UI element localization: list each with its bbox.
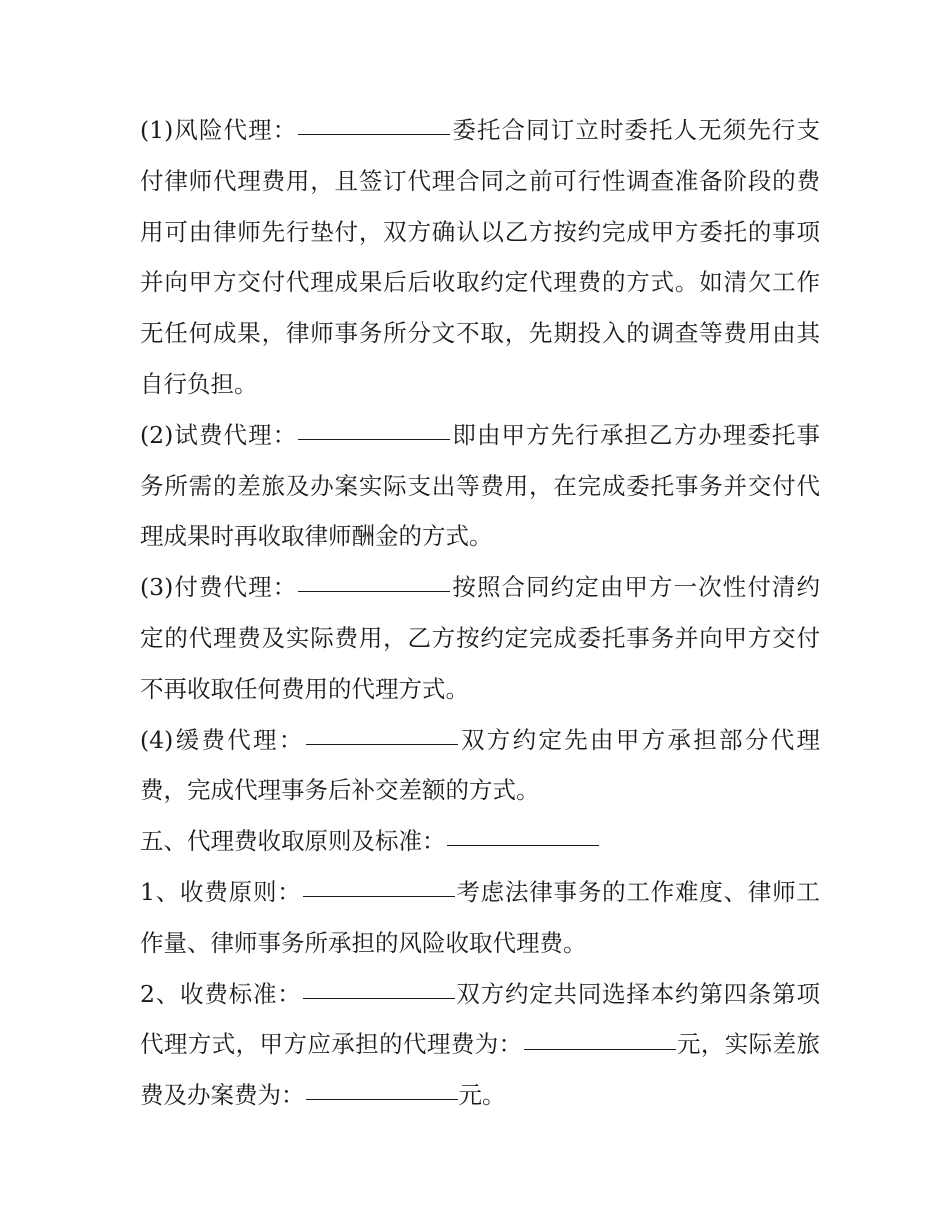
fee-standard-text: 双方约定共同选择本约第四条第项代理方式，甲方应承担的代理费为： [140,979,821,1059]
fee-standard-text-2: 元，实际差旅费及办案费为： [140,1030,821,1110]
risk-agency-text: 委托合同订立时委托人无须先行支付律师代理费用，且签订代理合同之前可行性调查准备阶段的费用可由律师先行垫付，双方确认以乙方按约完成甲方委托的事项并向甲方交付代理成果后后收取约定代理费的方式。如清欠工作无任何成果，律师事务所分文不取，先期投入的调查等费用由其自行负担。 [140,116,820,398]
fee-principle-label: 1、收费原则： [140,877,302,906]
deferred-fee-agency-label: (4)缓费代理： [140,725,305,754]
paragraph-fee-standard [140,969,820,1121]
paragraph-fee-principle [140,867,820,969]
paragraph-trial-fee-agency [140,410,820,562]
fill-in-blank [298,438,450,440]
fill-in-blank [303,895,455,897]
expense-fee-blank [306,1098,458,1100]
fill-in-blank [306,743,458,745]
paid-agency-label: (3)付费代理： [140,573,298,602]
fee-standard-text-3: 元。 [458,1081,506,1110]
section-five-heading [140,816,820,867]
deferred-fee-agency-text: 双方约定先由甲方承担部分代理费，完成代理事务后补交差额的方式。 [140,725,820,805]
trial-fee-agency-text: 即由甲方先行承担乙方办理委托事务所需的差旅及办案实际支出等费用，在完成委托事务并交付代理成果时再收取律师酬金的方式。 [140,420,820,551]
section-five-label: 五、代理费收取原则及标准： [140,827,446,856]
fee-standard-label: 2、收费标准： [140,979,302,1008]
fee-principle-text: 考虑法律事务的工作难度、律师工作量、律师事务所承担的风险收取代理费。 [140,877,821,957]
fill-in-blank [303,997,455,999]
paragraph-risk-agency [140,105,820,410]
fill-in-blank [298,133,450,135]
paid-agency-text: 按照合同约定由甲方一次性付清约定的代理费及实际费用，乙方按约定完成委托事务并向甲方交付不再收取任何费用的代理方式。 [140,573,820,703]
risk-agency-label: (1)风险代理： [140,116,298,144]
paragraph-deferred-fee-agency [140,715,820,817]
agency-fee-blank [524,1048,676,1050]
fill-in-blank [298,590,450,592]
trial-fee-agency-label: (2)试费代理： [140,420,298,449]
paragraph-paid-agency [140,562,820,714]
fill-in-blank [447,844,599,846]
document-body [140,105,820,1121]
